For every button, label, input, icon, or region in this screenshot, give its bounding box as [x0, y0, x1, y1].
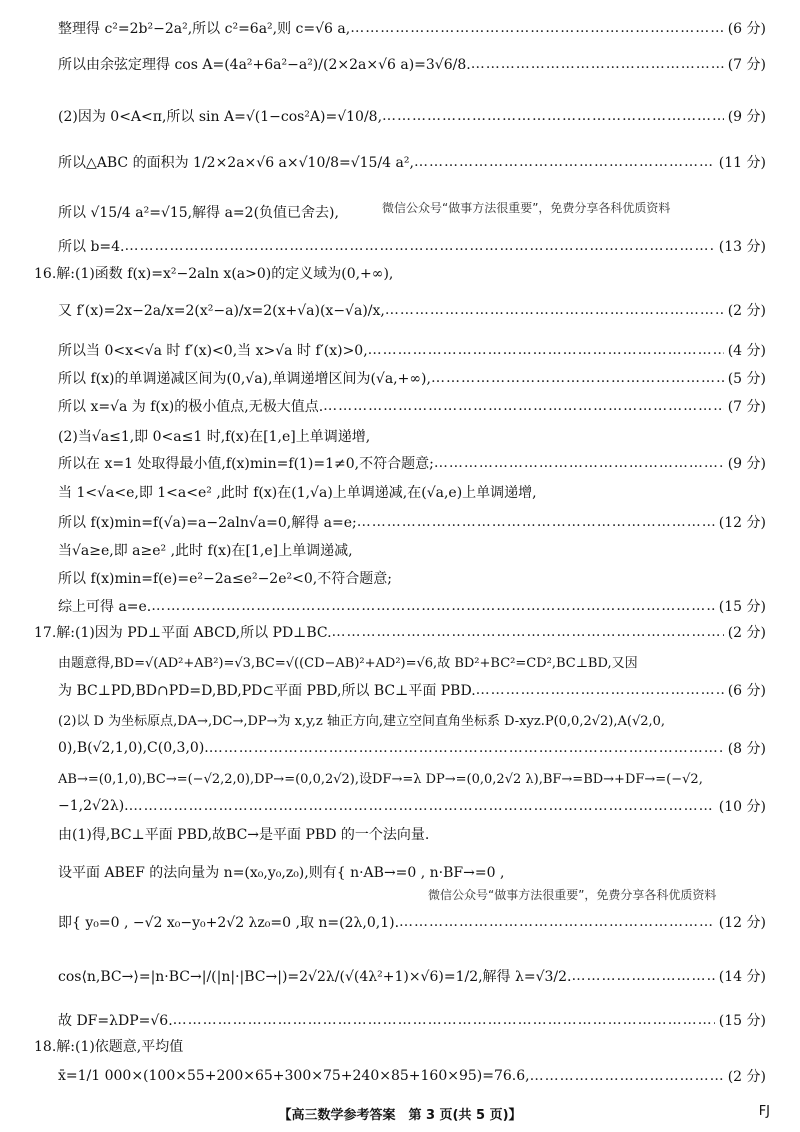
line-20: 由题意得,BD=√(AD²+AB²)=√3,BC=√((CD−AB)²+AD²)=√6,故 BD²+BC²=CD²,BC⊥BD,又因: [58, 656, 638, 671]
line-28: 即{ y₀=0 , −√2 x₀−y₀+2√2 λz₀=0 ,取 n=(2λ,0,1). …………………………………………………………………………………………………………………………………………………………………………………………………… (12 分): [58, 912, 766, 932]
line-5: 所以 √15/4 a²=√15,解得 a=2(负值已舍去),: [58, 205, 339, 221]
line-3: (2)因为 0<A<π,所以 sin A=√(1−cos²A)=√10/8, …………………………………………………………………………………………………………………………………………………………………………………………………… (9 分): [58, 106, 766, 126]
line-2: 所以由余弦定理得 cos A=(4a²+6a²−a²)/(2×2a×√6 a)=3√6/8. …………………………………………………………………………………………………………………………………………………………………………………………………… (7 分): [58, 54, 766, 74]
line-22: (2)以 D 为坐标原点,DA→,DC→,DP→为 x,y,z 轴正方向,建立空间直角坐标系 D-xyz.P(0,0,2√2),A(√2,0,: [58, 714, 666, 729]
watermark-2: 微信公众号“做事方法很重要”，免费分享各科优质资料: [428, 888, 717, 902]
line-12: (2)当√a≤1,即 0<a≤1 时,f(x)在[1,e]上单调递增,: [58, 429, 371, 445]
line-8: 又 f′(x)=2x−2a/x=2(x²−a)/x=2(x+√a)(x−√a)/x, …………………………………………………………………………………………………………………………………………………………………………………………………… (2 分): [58, 300, 766, 320]
line-26: 由(1)得,BC⊥平面 PBD,故BC→是平面 PBD 的一个法向量.: [58, 827, 430, 843]
line-4: 所以△ABC 的面积为 1/2×2a×√6 a×√10/8=√15/4 a², …………………………………………………………………………………………………………………………………………………………………………………………………… (11 分): [58, 152, 766, 172]
line-1: 整理得 c²=2b²−2a²,所以 c²=6a²,则 c=√6 a, …………………………………………………………………………………………………………………………………………………………………………………………………… (6 分): [58, 18, 766, 38]
line-24: AB→=(0,1,0),BC→=(−√2,2,0),DP→=(0,0,2√2),设DF→=λ DP→=(0,0,2√2 λ),BF→=BD→+DF→=(−√2,: [58, 772, 703, 787]
line-21: 为 BC⊥PD,BD∩PD=D,BD,PD⊂平面 PBD,所以 BC⊥平面 PBD. …………………………………………………………………………………………………………………………………………………………………………………………………… (6 分): [58, 680, 766, 700]
line-10: 所以 f(x)的单调递减区间为(0,√a),单调递增区间为(√a,+∞), …………………………………………………………………………………………………………………………………………………………………………………………………… (5 分): [58, 368, 766, 388]
watermark-1: 微信公众号“做事方法很重要”，免费分享各科优质资料: [382, 201, 671, 215]
line-14: 当 1<√a<e,即 1<a<e² ,此时 f(x)在(1,√a)上单调递减,在(√a,e)上单调递增,: [58, 485, 537, 501]
line-23: 0),B(√2,1,0),C(0,3,0). …………………………………………………………………………………………………………………………………………………………………………………………………… (8 分): [58, 738, 766, 758]
line-18: 综上可得 a=e. …………………………………………………………………………………………………………………………………………………………………………………………………… (15 分): [58, 596, 766, 616]
line-19: 17.解:(1)因为 PD⊥平面 ABCD,所以 PD⊥BC. …………………………………………………………………………………………………………………………………………………………………………………………………… (2 分): [34, 622, 766, 642]
line-15: 所以 f(x)min=f(√a)=a−2aln√a=0,解得 a=e; …………………………………………………………………………………………………………………………………………………………………………………………………… (12 分): [58, 512, 766, 532]
line-32: x̄=1/1 000×(100×55+200×65+300×75+240×85+160×95)=76.6, …………………………………………………………………………………………………………………………………………………………………………………………………… (2 分): [58, 1066, 766, 1086]
footer-code: FJ: [758, 1104, 770, 1119]
line-9: 所以当 0<x<√a 时 f′(x)<0,当 x>√a 时 f′(x)>0, …………………………………………………………………………………………………………………………………………………………………………………………………… (4 分): [58, 340, 766, 360]
line-13: 所以在 x=1 处取得最小值,f(x)min=f(1)=1≠0,不符合题意; …………………………………………………………………………………………………………………………………………………………………………………………………… (9 分): [58, 453, 766, 473]
line-31: 18.解:(1)依题意,平均值: [34, 1039, 184, 1055]
line-7: 16.解:(1)函数 f(x)=x²−2aln x(a>0)的定义域为(0,+∞),: [34, 266, 394, 282]
line-6: 所以 b=4. …………………………………………………………………………………………………………………………………………………………………………………………………… (13 分): [58, 236, 766, 256]
line-11: 所以 x=√a 为 f(x)的极小值点,无极大值点. …………………………………………………………………………………………………………………………………………………………………………………………………… (7 分): [58, 396, 766, 416]
page-footer: 【高三数学参考答案 第 3 页(共 5 页)】: [278, 1108, 522, 1123]
line-16: 当√a≥e,即 a≥e² ,此时 f(x)在[1,e]上单调递减,: [58, 543, 353, 559]
line-17: 所以 f(x)min=f(e)=e²−2a≤e²−2e²<0,不符合题意;: [58, 571, 392, 587]
line-25: −1,2√2λ). …………………………………………………………………………………………………………………………………………………………………………………………………… (10 分): [58, 796, 766, 816]
line-29: cos⟨n,BC→⟩=|n·BC→|/(|n|·|BC→|)=2√2λ/(√(4λ²+1)×√6)=1/2,解得 λ=√3/2. …………………………………………………………………………………………………………………………………………………………………………………………………… (14 分): [58, 966, 766, 986]
line-27: 设平面 ABEF 的法向量为 n=(x₀,y₀,z₀),则有{ n·AB→=0 , n·BF→=0 ,: [58, 865, 505, 881]
line-30: 故 DF=λDP=√6. …………………………………………………………………………………………………………………………………………………………………………………………………… (15 分): [58, 1010, 766, 1030]
